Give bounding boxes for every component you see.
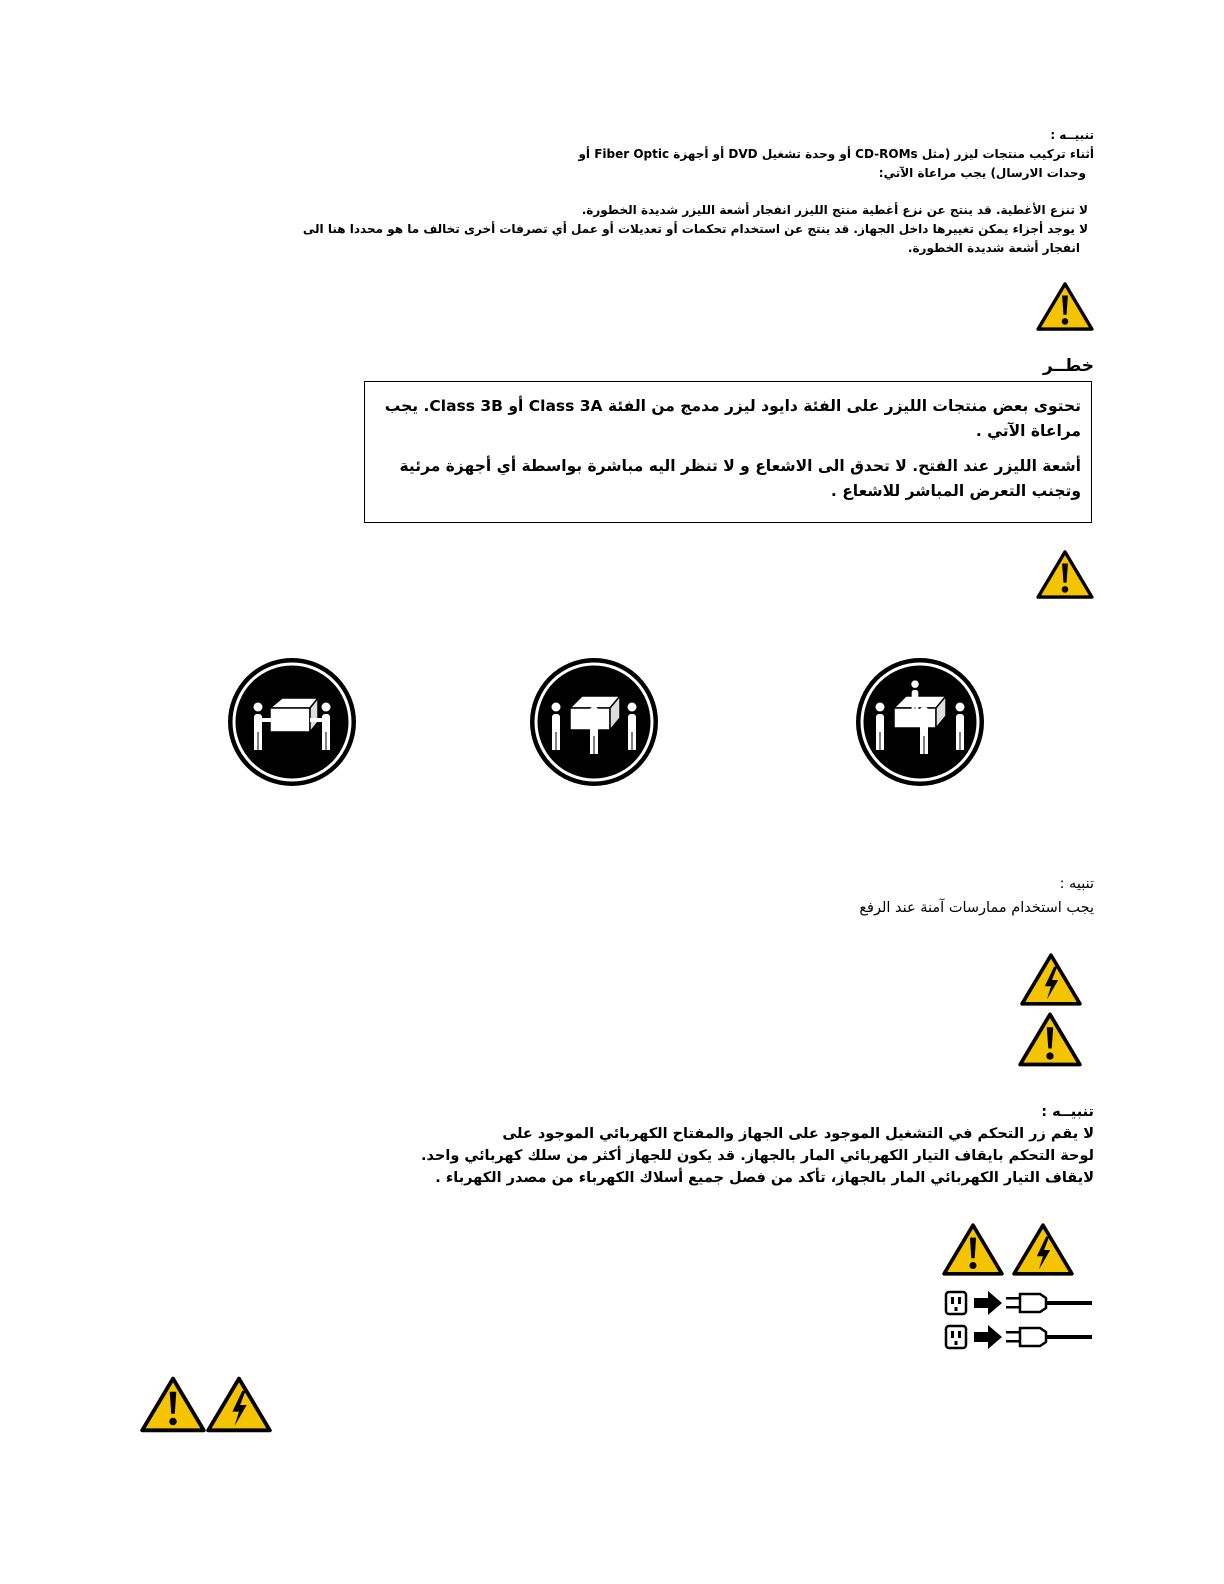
three-person-lift-icon bbox=[528, 656, 660, 788]
power-caution-line: لايقاف التيار الكهربائي المار بالجهاز، تأكد من فصل جميع أسلاك الكهرباء من مصدر الكهرباء . bbox=[435, 1170, 1094, 1186]
warning-triangle-icon bbox=[1036, 550, 1094, 600]
power-caution-line: لا يقم زر التحكم في التشغيل الموجود على الجهاز والمفتاح الكهربائي الموجود على bbox=[502, 1126, 1094, 1142]
electrical-hazard-icon bbox=[1020, 952, 1082, 1008]
lifting-caution-section bbox=[859, 872, 1094, 920]
warning-triangle-icon bbox=[942, 1222, 1004, 1278]
danger-line: أشعة الليزر عند الفتح. لا تحدق الى الاشعاع و لا تنظر اليه مباشرة بواسطة أي أجهزة مرئية bbox=[399, 457, 1081, 475]
laser-rule: لا تنزع الأغطية. قد ينتج عن نزع أغطية منتج الليزر انفجار أشعة الليزر شديدة الخطورة. bbox=[581, 203, 1088, 217]
warning-triangle-icon bbox=[1018, 1012, 1082, 1068]
danger-line: تحتوى بعض منتجات الليزر على الفئة دايود ليزر مدمج من الفئة Class 3A أو Class 3B. يجب bbox=[384, 397, 1081, 415]
laser-caution-line: أثناء تركيب منتجات ليزر (مثل CD-ROMs أو وحدة تشغيل DVD أو أجهزة Fiber Optic أو bbox=[578, 147, 1094, 161]
four-person-lift-icon bbox=[854, 656, 986, 788]
laser-rule: لا يوجد أجزاء يمكن تغييرها داخل الجهاز. قد ينتج عن استخدام تحكمات أو تعديلات أو عمل أي تصرفات أخرى تخالف ما هو محددا هنا الى bbox=[302, 222, 1088, 236]
laser-rules bbox=[303, 201, 1088, 258]
warning-triangle-icon bbox=[140, 1376, 206, 1434]
warning-triangle-icon bbox=[1036, 282, 1094, 332]
power-caution-section bbox=[421, 1101, 1094, 1189]
lifting-caution-text: يجب استخدام ممارسات آمنة عند الرفع bbox=[859, 900, 1094, 916]
laser-caution-heading: تنبيــه : bbox=[1050, 128, 1094, 142]
danger-text bbox=[385, 394, 1081, 504]
lifting-caution-heading: تنبيه : bbox=[1059, 876, 1094, 892]
laser-caution-section bbox=[578, 126, 1094, 183]
danger-line: وتجنب التعرض المباشر للاشعاع . bbox=[830, 482, 1081, 500]
danger-heading: خطــر bbox=[1042, 356, 1094, 376]
laser-rule: انفجار أشعة شديدة الخطورة. bbox=[907, 241, 1080, 255]
unplug-power-cord-icon bbox=[944, 1322, 1094, 1352]
power-caution-heading: تنبيــه : bbox=[1041, 1104, 1094, 1120]
two-person-lift-icon bbox=[226, 656, 358, 788]
danger-box bbox=[364, 381, 1092, 523]
unplug-power-cord-icon bbox=[944, 1288, 1094, 1318]
electrical-hazard-icon bbox=[206, 1376, 272, 1434]
danger-line: مراعاة الآتي . bbox=[975, 422, 1081, 440]
laser-caution-line: وحدات الارسال) يجب مراعاة الآتي: bbox=[878, 166, 1086, 180]
power-caution-line: لوحة التحكم بايقاف التيار الكهربائي المار بالجهاز. قد يكون للجهاز أكثر من سلك كهربائي واحد. bbox=[421, 1148, 1094, 1164]
electrical-hazard-icon bbox=[1012, 1222, 1074, 1278]
